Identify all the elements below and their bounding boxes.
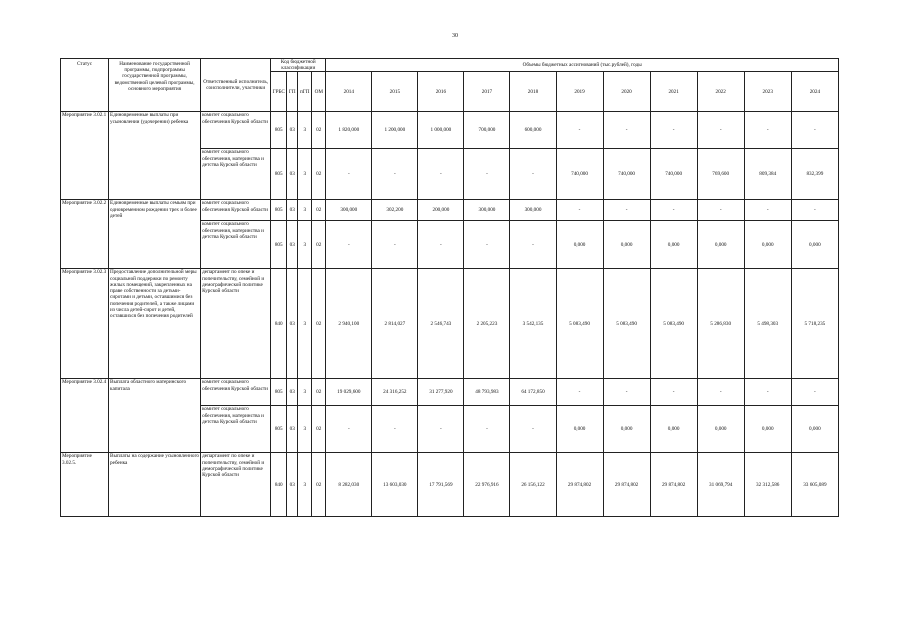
year-value-cell: -: [697, 112, 744, 149]
year-header: 2015: [372, 72, 418, 112]
responsible-cell: комитет социального обеспечения, материнства и детства Курской области: [201, 149, 271, 200]
year-value-cell: 600,000: [510, 112, 556, 149]
year-value-cell: 0,000: [556, 221, 603, 269]
year-header: 2014: [326, 72, 372, 112]
event-name-cell: Единовременные выплаты семьям при одновременном рождении трех и более детей: [109, 200, 201, 269]
year-value-cell: 5 718,235: [791, 269, 838, 379]
table-row: [61, 112, 839, 149]
year-value-cell: 0,000: [556, 406, 603, 453]
grbs-cell: 840: [271, 269, 287, 379]
year-value-cell: -: [418, 406, 464, 453]
year-value-cell: 300,000: [326, 200, 372, 221]
year-value-cell: 0,000: [744, 406, 791, 453]
year-value-cell: -: [650, 200, 697, 221]
year-header: 2018: [510, 72, 556, 112]
pgp-cell: 3: [298, 149, 312, 200]
table-row: [61, 453, 839, 517]
budget-code-header: Код бюджетной классификации: [271, 59, 326, 72]
year-value-cell: -: [372, 221, 418, 269]
year-value-cell: 5 498,303: [744, 269, 791, 379]
year-value-cell: 300,000: [464, 200, 510, 221]
grbs-cell: 805: [271, 112, 287, 149]
year-header: 2024: [791, 72, 838, 112]
gp-cell: 03: [287, 200, 298, 221]
gp-cell: 03: [287, 269, 298, 379]
year-value-cell: 33 605,089: [791, 453, 838, 517]
year-value-cell: 2 546,743: [418, 269, 464, 379]
year-header: 2016: [418, 72, 464, 112]
event-name-cell: Выплаты на содержание усыновленного ребенка: [109, 453, 201, 517]
status-cell: Мероприятие 3.02.4: [61, 379, 109, 453]
pgp-cell: 3: [298, 269, 312, 379]
gp-cell: 03: [287, 379, 298, 406]
year-value-cell: -: [372, 149, 418, 200]
om-cell: 02: [312, 112, 326, 149]
year-header: 2022: [697, 72, 744, 112]
year-value-cell: 32 312,586: [744, 453, 791, 517]
year-value-cell: 5 083,490: [650, 269, 697, 379]
year-value-cell: 19 029,600: [326, 379, 372, 406]
event-name-cell: Предоставление дополнительной меры социальной поддержки по ремонту жилых помещений, закрепленных на праве собственности за детьми-сиротами и детьми, оставшимися без попечения родителей, а также лицами из числа детей-сирот и детей, оставшихся без попечения родителей: [109, 269, 201, 379]
year-value-cell: 300,000: [510, 200, 556, 221]
om-cell: 02: [312, 453, 326, 517]
page-number: 30: [452, 33, 458, 39]
grbs-cell: 805: [271, 149, 287, 200]
year-value-cell: 200,000: [418, 200, 464, 221]
grbs-cell: 805: [271, 379, 287, 406]
year-value-cell: 0,000: [650, 221, 697, 269]
year-value-cell: -: [791, 200, 838, 221]
year-value-cell: 31 277,920: [418, 379, 464, 406]
year-value-cell: -: [556, 200, 603, 221]
year-value-cell: -: [697, 200, 744, 221]
pgp-cell: 3: [298, 112, 312, 149]
year-value-cell: 0,000: [791, 221, 838, 269]
om-cell: 02: [312, 149, 326, 200]
responsible-cell: департамент по опеке и попечительству, семейной и демографической политике Курской области: [201, 269, 271, 379]
year-value-cell: -: [697, 379, 744, 406]
year-value-cell: -: [744, 112, 791, 149]
year-value-cell: -: [510, 221, 556, 269]
gp-cell: 03: [287, 221, 298, 269]
year-value-cell: 769,600: [697, 149, 744, 200]
year-value-cell: -: [418, 149, 464, 200]
event-name-cell: Единовременные выплаты при усыновлении (удочерении) ребенка: [109, 112, 201, 200]
year-value-cell: 0,000: [603, 406, 650, 453]
table-row: [61, 269, 839, 379]
status-cell: Мероприятие 3.02.2: [61, 200, 109, 269]
year-value-cell: 24 316,252: [372, 379, 418, 406]
year-value-cell: 2 940,100: [326, 269, 372, 379]
grbs-cell: 805: [271, 406, 287, 453]
responsible-cell: комитет социального обеспечения, материнства и детства Курской области: [201, 221, 271, 269]
status-cell: Мероприятие 3.02.3: [61, 269, 109, 379]
status-header: Статус: [61, 59, 109, 112]
pgp-cell: 3: [298, 200, 312, 221]
pgp-cell: 3: [298, 221, 312, 269]
gp-cell: 03: [287, 406, 298, 453]
year-value-cell: -: [791, 379, 838, 406]
responsible-cell: департамент по опеке и попечительству, семейной и демографической политике Курской области: [201, 453, 271, 517]
status-cell: Мероприятие 3.02.1: [61, 112, 109, 200]
year-value-cell: -: [744, 200, 791, 221]
om-cell: 02: [312, 379, 326, 406]
year-value-cell: -: [418, 221, 464, 269]
gp-header: ГП: [287, 72, 298, 112]
table-row: [61, 200, 839, 221]
om-cell: 02: [312, 221, 326, 269]
year-value-cell: 29 874,802: [556, 453, 603, 517]
year-value-cell: 809,384: [744, 149, 791, 200]
pgp-cell: 3: [298, 453, 312, 517]
om-cell: 02: [312, 269, 326, 379]
year-value-cell: -: [603, 379, 650, 406]
pgp-cell: 3: [298, 379, 312, 406]
om-cell: 02: [312, 200, 326, 221]
year-value-cell: -: [650, 112, 697, 149]
pgp-cell: 3: [298, 406, 312, 453]
year-value-cell: 5 286,830: [697, 269, 744, 379]
name-header: Наименование государственной программы, подпрограммы государственной программы, ведомственной целевой программы, основного мероприятия: [109, 59, 201, 112]
year-value-cell: -: [326, 406, 372, 453]
year-value-cell: -: [791, 112, 838, 149]
year-value-cell: 0,000: [697, 221, 744, 269]
year-value-cell: 740,000: [650, 149, 697, 200]
gp-cell: 03: [287, 149, 298, 200]
year-value-cell: 64 172,850: [510, 379, 556, 406]
volumes-header: Объемы бюджетных ассигнований (тыс.рублей), годы: [326, 59, 839, 72]
year-value-cell: 302,200: [372, 200, 418, 221]
year-value-cell: 17 791,569: [418, 453, 464, 517]
responsible-cell: комитет социального обеспечения, материнства и детства Курской области: [201, 406, 271, 453]
grbs-cell: 840: [271, 453, 287, 517]
year-value-cell: 1 820,000: [326, 112, 372, 149]
year-value-cell: 0,000: [697, 406, 744, 453]
year-header: 2017: [464, 72, 510, 112]
year-value-cell: 22 976,916: [464, 453, 510, 517]
year-value-cell: 740,000: [556, 149, 603, 200]
year-value-cell: -: [744, 379, 791, 406]
year-value-cell: 5 083,490: [603, 269, 650, 379]
year-value-cell: -: [603, 200, 650, 221]
year-value-cell: -: [510, 406, 556, 453]
year-value-cell: 26 156,122: [510, 453, 556, 517]
year-value-cell: 0,000: [650, 406, 697, 453]
year-value-cell: -: [464, 221, 510, 269]
responsible-header: Ответственный исполнитель, соисполнители, участники: [201, 59, 271, 112]
year-value-cell: 1 200,000: [372, 112, 418, 149]
gp-cell: 03: [287, 112, 298, 149]
year-value-cell: 0,000: [791, 406, 838, 453]
year-value-cell: 0,000: [744, 221, 791, 269]
year-value-cell: 8 282,030: [326, 453, 372, 517]
year-value-cell: 740,000: [603, 149, 650, 200]
year-value-cell: -: [372, 406, 418, 453]
year-value-cell: 832,399: [791, 149, 838, 200]
pgp-header: пГП: [298, 72, 312, 112]
year-value-cell: -: [650, 379, 697, 406]
responsible-cell: комитет социального обеспечения Курской области: [201, 379, 271, 406]
year-value-cell: -: [464, 149, 510, 200]
year-value-cell: -: [556, 379, 603, 406]
om-header: ОМ: [312, 72, 326, 112]
year-value-cell: 48 793,983: [464, 379, 510, 406]
year-value-cell: 3 542,135: [510, 269, 556, 379]
year-value-cell: -: [326, 221, 372, 269]
year-value-cell: 29 874,802: [650, 453, 697, 517]
year-header: 2019: [556, 72, 603, 112]
year-value-cell: -: [326, 149, 372, 200]
year-value-cell: 13 603,030: [372, 453, 418, 517]
grbs-header: ГРБС: [271, 72, 287, 112]
year-value-cell: -: [464, 406, 510, 453]
year-header: 2021: [650, 72, 697, 112]
year-header: 2023: [744, 72, 791, 112]
year-value-cell: 2 205,223: [464, 269, 510, 379]
responsible-cell: комитет социального обеспечения Курской области: [201, 200, 271, 221]
event-name-cell: Выплата областного материнского капитала: [109, 379, 201, 453]
year-value-cell: -: [556, 112, 603, 149]
year-value-cell: -: [603, 112, 650, 149]
budget-allocation-table: [60, 58, 839, 517]
year-value-cell: 2 814,027: [372, 269, 418, 379]
year-value-cell: 1 000,000: [418, 112, 464, 149]
year-header: 2020: [603, 72, 650, 112]
responsible-cell: комитет социального обеспечения Курской области: [201, 112, 271, 149]
gp-cell: 03: [287, 453, 298, 517]
year-value-cell: 700,000: [464, 112, 510, 149]
year-value-cell: 31 069,794: [697, 453, 744, 517]
year-value-cell: 29 874,802: [603, 453, 650, 517]
year-value-cell: 0,000: [603, 221, 650, 269]
table-row: [61, 379, 839, 406]
om-cell: 02: [312, 406, 326, 453]
grbs-cell: 805: [271, 200, 287, 221]
year-value-cell: 5 083,490: [556, 269, 603, 379]
year-value-cell: -: [510, 149, 556, 200]
status-cell: Мероприятие 3.02.5.: [61, 453, 109, 517]
grbs-cell: 805: [271, 221, 287, 269]
